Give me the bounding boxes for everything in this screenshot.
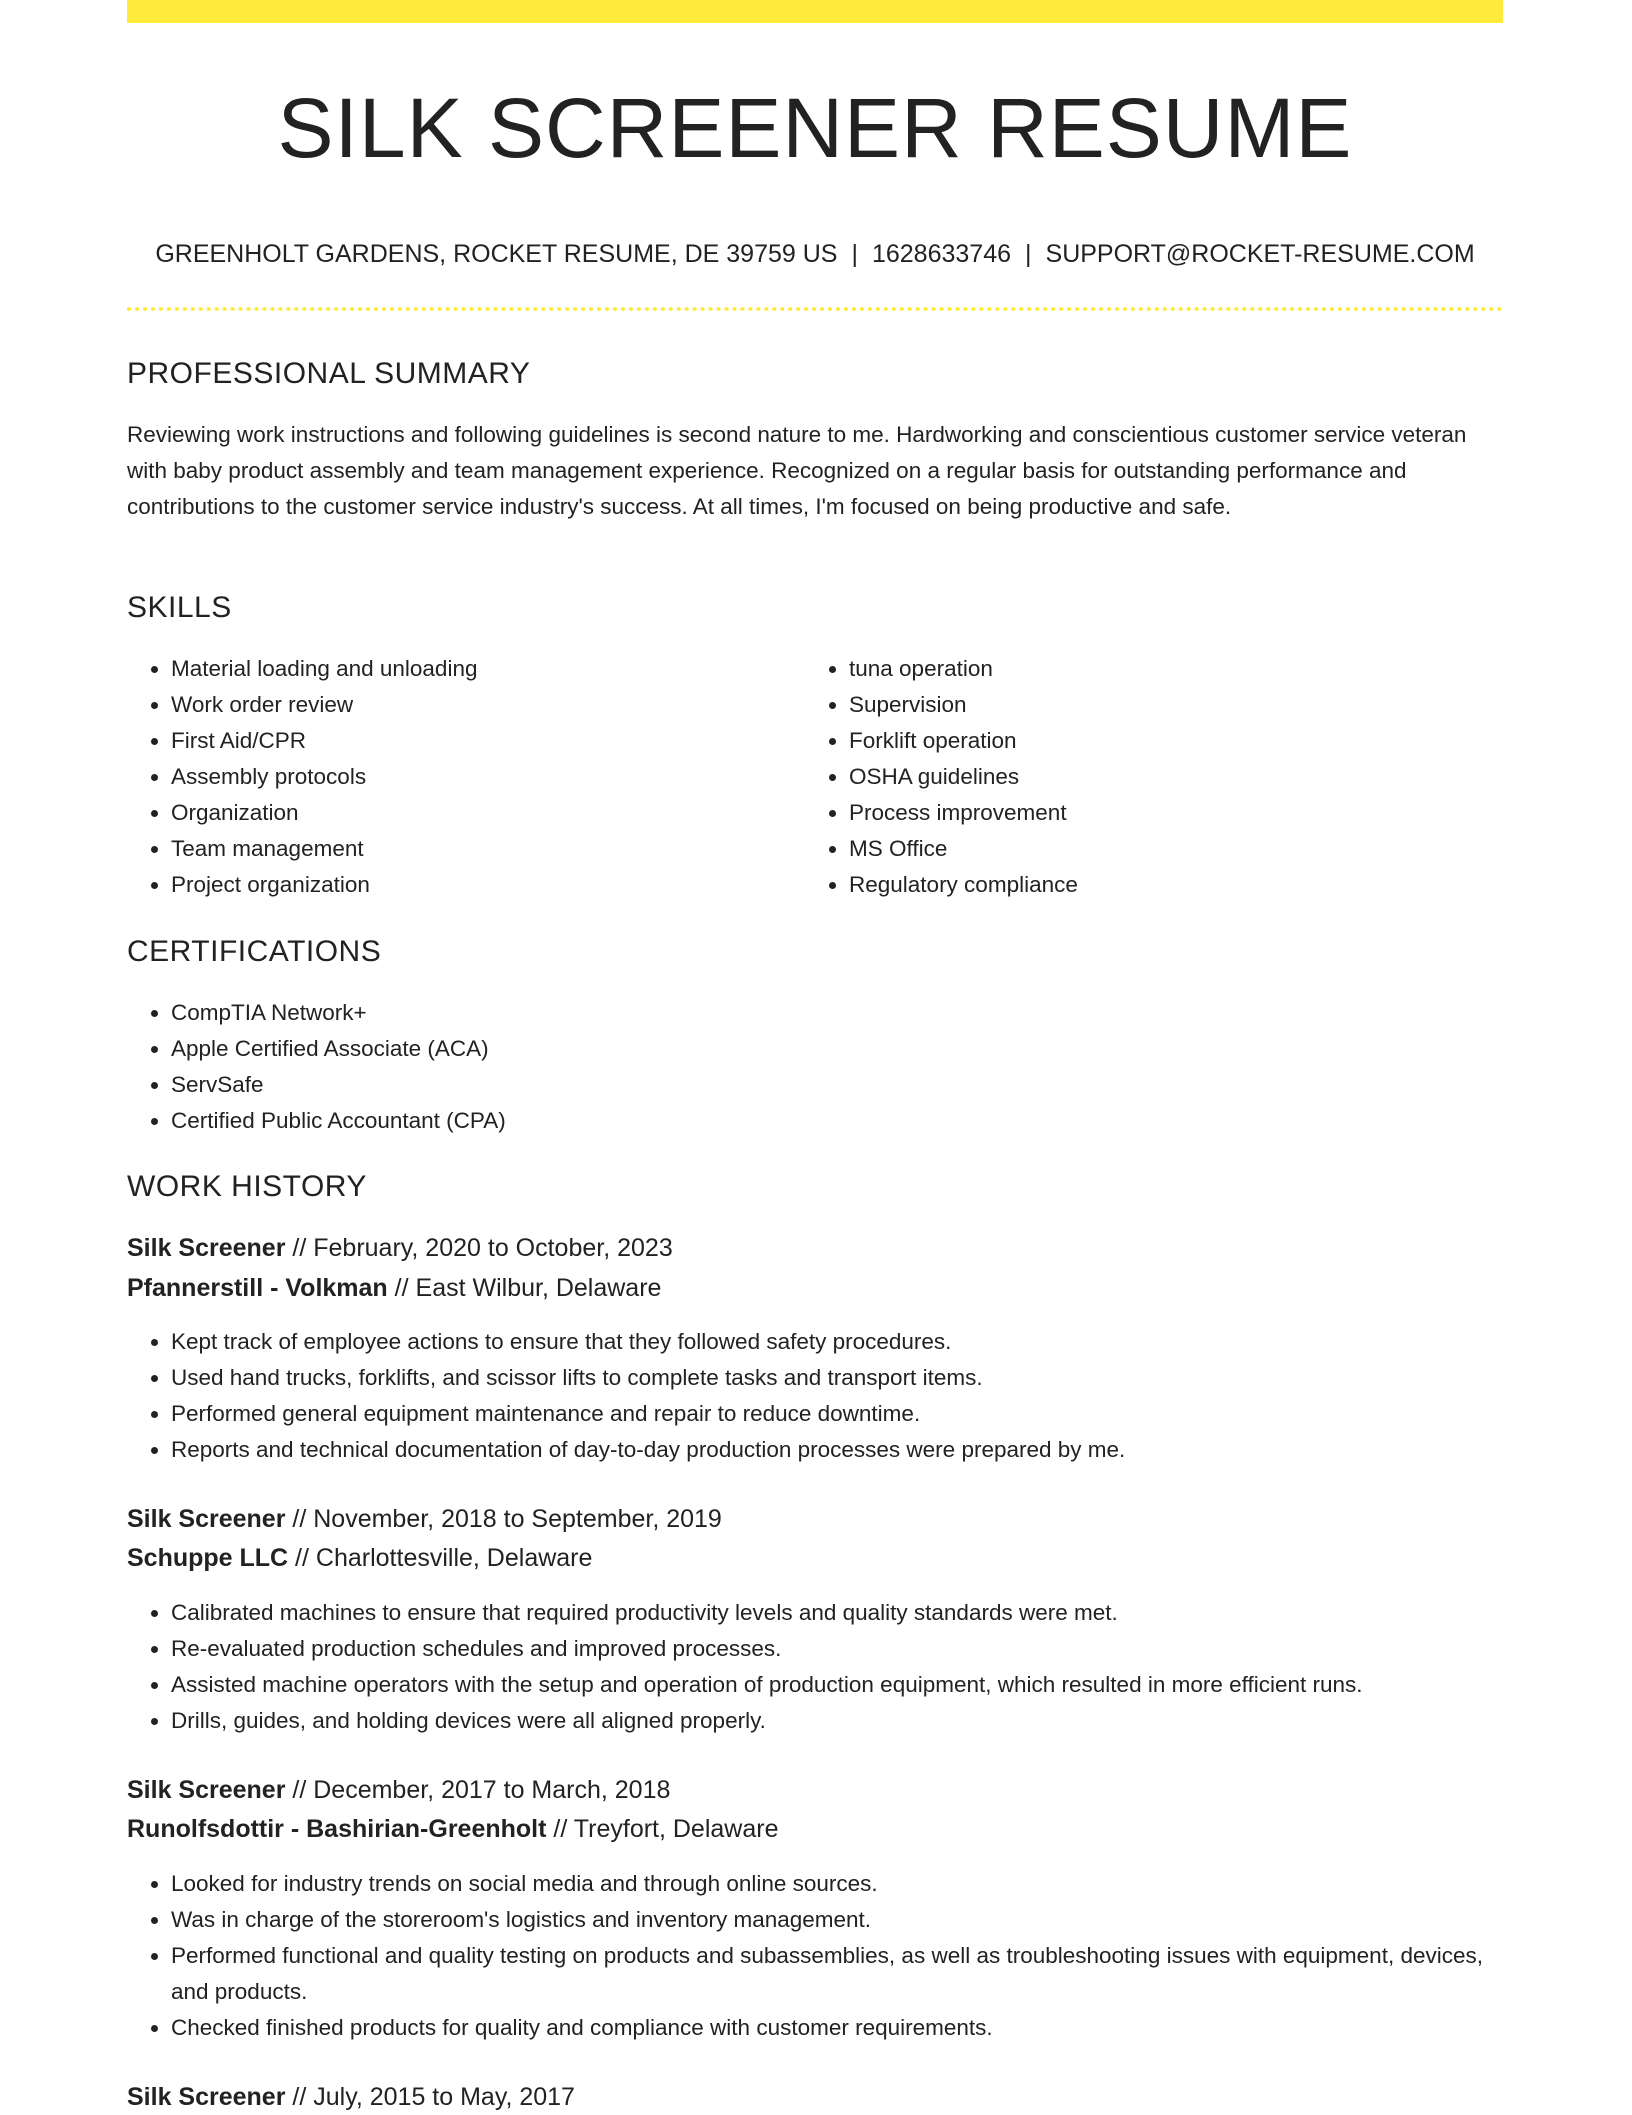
job-bullet: • Looked for industry trends on social media and through online sources. bbox=[171, 1866, 1503, 1902]
skill-item: • Assembly protocols bbox=[171, 759, 477, 795]
job-location: East Wilbur, Delaware bbox=[415, 1274, 662, 1302]
certifications-list bbox=[127, 995, 506, 1139]
job-bullet: • Performed functional and quality testing on products and subassemblies, as well as troubleshooting issues with equipment, devices, and products. bbox=[171, 1938, 1503, 2010]
job-separator: // bbox=[288, 1544, 316, 1572]
contact-separator: | bbox=[851, 240, 858, 268]
job-company-line bbox=[127, 1811, 778, 1847]
job-company: Runolfsdottir - Bashirian-Greenholt bbox=[127, 1815, 547, 1843]
job-separator: // bbox=[285, 1505, 314, 1533]
job-bullet: • Kept track of employee actions to ensure that they followed safety procedures. bbox=[171, 1324, 1125, 1360]
job-separator: // bbox=[285, 2083, 314, 2111]
certification-item: • Apple Certified Associate (ACA) bbox=[171, 1031, 506, 1067]
certification-item: • Certified Public Accountant (CPA) bbox=[171, 1103, 506, 1139]
job-title-line bbox=[127, 2079, 575, 2115]
certification-item: • CompTIA Network+ bbox=[171, 995, 506, 1031]
job-title-line bbox=[127, 1230, 673, 1266]
skill-item: • tuna operation bbox=[849, 651, 1078, 687]
skill-item: • MS Office bbox=[849, 831, 1078, 867]
job-bullets bbox=[127, 1595, 1363, 1739]
job-separator: // bbox=[387, 1274, 416, 1302]
skill-item: • Team management bbox=[171, 831, 477, 867]
job-bullet: • Was in charge of the storeroom's logistics and inventory management. bbox=[171, 1902, 1503, 1938]
contact-address: GREENHOLT GARDENS, ROCKET RESUME, DE 39759 US bbox=[155, 240, 838, 268]
job-bullets bbox=[127, 1324, 1125, 1468]
certification-item: • ServSafe bbox=[171, 1067, 506, 1103]
skill-item: • Organization bbox=[171, 795, 477, 831]
skill-item: • OSHA guidelines bbox=[849, 759, 1078, 795]
job-title: Silk Screener bbox=[127, 1776, 286, 1804]
contact-email[interactable]: SUPPORT@ROCKET-RESUME.COM bbox=[1045, 240, 1475, 268]
summary-heading: PROFESSIONAL SUMMARY bbox=[127, 357, 531, 390]
job-bullet: • Used hand trucks, forklifts, and scissor lifts to complete tasks and transport items. bbox=[171, 1360, 1125, 1396]
job-title: Silk Screener bbox=[127, 2083, 286, 2111]
certifications-heading: CERTIFICATIONS bbox=[127, 935, 382, 968]
job-title: Silk Screener bbox=[127, 1234, 286, 1262]
job-company: Pfannerstill - Volkman bbox=[127, 1274, 388, 1302]
job-bullet: • Calibrated machines to ensure that required productivity levels and quality standards were met. bbox=[171, 1595, 1363, 1631]
job-dates: December, 2017 to March, 2018 bbox=[313, 1776, 671, 1804]
job-bullet: • Reports and technical documentation of day-to-day production processes were prepared by me. bbox=[171, 1432, 1125, 1468]
skill-item: • Process improvement bbox=[849, 795, 1078, 831]
summary-text: Reviewing work instructions and following guidelines is second nature to me. Hardworking and conscientious customer service veteran with baby product assembly and team management experience. Recognized on a regular basis for outstanding performance and contributions to the customer service industry's success. At all times, I'm focused on being productive and safe. bbox=[127, 422, 1467, 519]
job-title: Silk Screener bbox=[127, 1505, 286, 1533]
skill-item: • Supervision bbox=[849, 687, 1078, 723]
job-company-line bbox=[127, 1540, 592, 1576]
skill-item: • First Aid/CPR bbox=[171, 723, 477, 759]
header-divider bbox=[127, 307, 1503, 311]
work-history-heading: WORK HISTORY bbox=[127, 1170, 367, 1203]
skills-heading: SKILLS bbox=[127, 591, 232, 624]
job-dates: November, 2018 to September, 2019 bbox=[313, 1505, 722, 1533]
contact-separator: | bbox=[1025, 240, 1032, 268]
job-title-line bbox=[127, 1772, 670, 1808]
job-bullets bbox=[127, 1866, 1503, 2046]
job-bullet: • Assisted machine operators with the setup and operation of production equipment, which resulted in more efficient runs. bbox=[171, 1667, 1363, 1703]
job-separator: // bbox=[546, 1815, 574, 1843]
job-location: Treyfort, Delaware bbox=[573, 1815, 779, 1843]
skills-list-left bbox=[127, 651, 477, 903]
skills-list-right bbox=[805, 651, 1078, 903]
job-separator: // bbox=[285, 1234, 314, 1262]
skill-item: • Material loading and unloading bbox=[171, 651, 477, 687]
job-company: Schuppe LLC bbox=[127, 1544, 289, 1572]
skill-item: • Work order review bbox=[171, 687, 477, 723]
job-bullet: • Performed general equipment maintenance and repair to reduce downtime. bbox=[171, 1396, 1125, 1432]
skill-item: • Regulatory compliance bbox=[849, 867, 1078, 903]
job-bullet: • Checked finished products for quality and compliance with customer requirements. bbox=[171, 2010, 1503, 2046]
skill-item: • Project organization bbox=[171, 867, 477, 903]
job-location: Charlottesville, Delaware bbox=[315, 1544, 593, 1572]
job-bullet: • Re-evaluated production schedules and improved processes. bbox=[171, 1631, 1363, 1667]
skill-item: • Forklift operation bbox=[849, 723, 1078, 759]
contact-phone: 1628633746 bbox=[871, 240, 1012, 268]
job-bullet: • Drills, guides, and holding devices were all aligned properly. bbox=[171, 1703, 1363, 1739]
resume-title: SILK SCREENER RESUME bbox=[277, 81, 1353, 175]
job-separator: // bbox=[285, 1776, 314, 1804]
job-dates: February, 2020 to October, 2023 bbox=[313, 1234, 673, 1262]
job-dates: July, 2015 to May, 2017 bbox=[313, 2083, 575, 2111]
contact-line bbox=[127, 236, 1503, 272]
job-company-line bbox=[127, 1270, 661, 1306]
job-title-line bbox=[127, 1501, 722, 1537]
accent-bar bbox=[127, 0, 1503, 23]
